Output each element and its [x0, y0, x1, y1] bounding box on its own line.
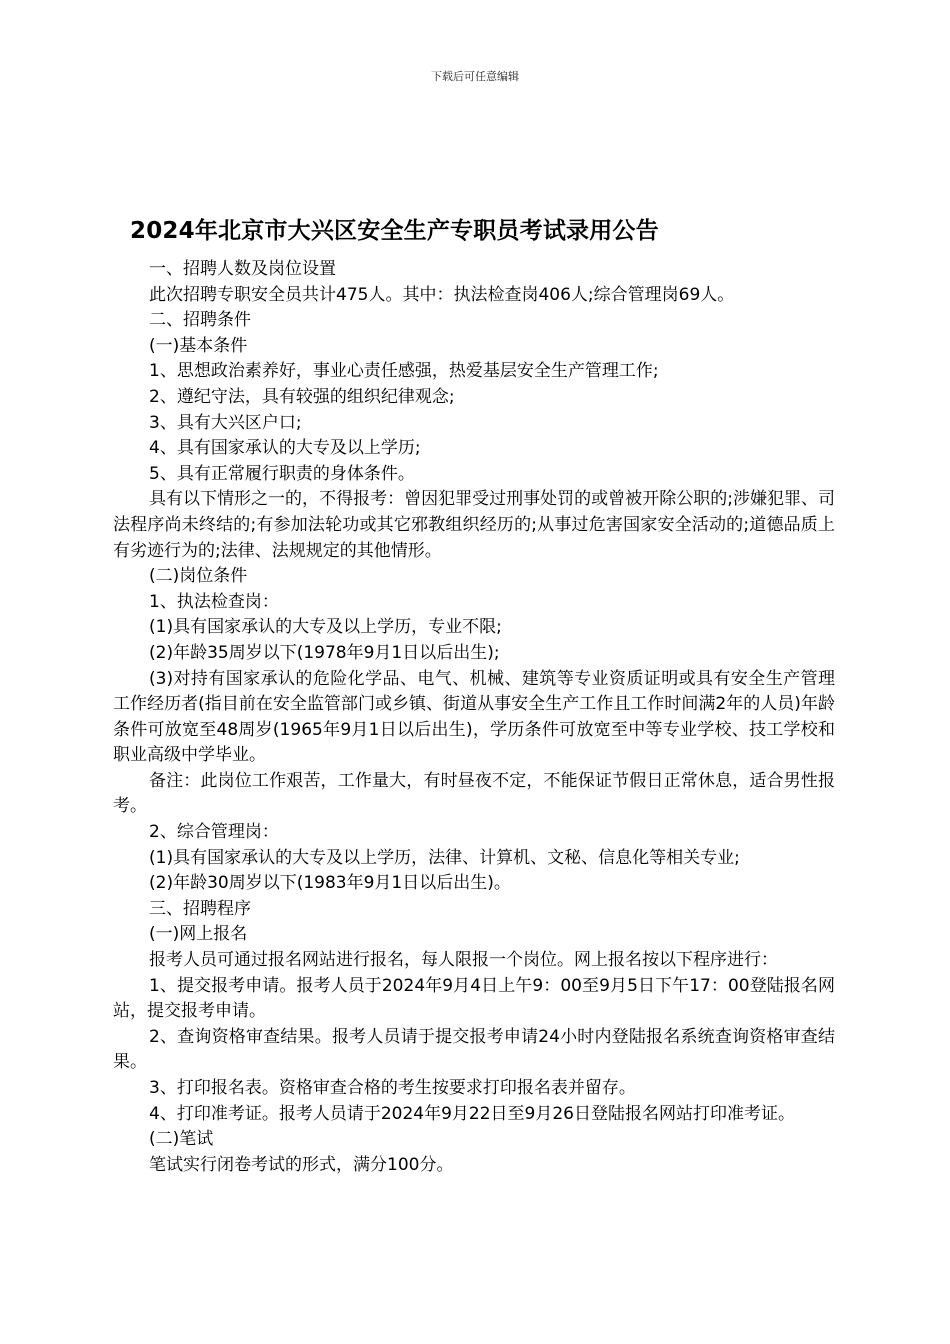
list-item-condition-5: 5、具有正常履行职责的身体条件。 [149, 463, 415, 484]
list-item-step-1: 1、提交报考申请。报考人员于2024年9月4日上午9：00至9月5日下午17：00登陆报名网站，提交报考申请。 [113, 975, 835, 1022]
subheading-written-exam: (二)笔试 [149, 1129, 214, 1150]
section-heading-recruitment-conditions: 二、招聘条件 [149, 310, 251, 331]
paragraph-written-exam: 笔试实行闭卷考试的形式，满分100分。 [149, 1154, 454, 1175]
list-item-condition-3: 3、具有大兴区户口; [149, 412, 302, 433]
subheading-basic-conditions: (一)基本条件 [149, 335, 248, 356]
list-item-management-1: (1)具有国家承认的大专及以上学历，法律、计算机、文秘、信息化等相关专业; [149, 847, 740, 868]
section-heading-procedure: 三、招聘程序 [149, 898, 251, 919]
paragraph-remark: 备注：此岗位工作艰苦，工作量大，有时昼夜不定，不能保证节假日正常休息，适合男性报考。 [113, 770, 835, 817]
section-heading-recruitment-positions: 一、招聘人数及岗位设置 [149, 259, 336, 279]
list-item-step-4: 4、打印准考证。报考人员请于2024年9月22日至9月26日登陆报名网站打印准考证。 [149, 1103, 795, 1124]
list-item-enforcement-2: (2)年龄35周岁以下(1978年9月1日以后出生); [149, 642, 500, 663]
position-heading-general-management: 2、综合管理岗： [149, 822, 279, 843]
list-item-step-3: 3、打印报名表。资格审查合格的考生按要求打印报名表并留存。 [149, 1078, 636, 1098]
page-header: 下载后可任意编辑 [431, 70, 519, 83]
list-item-step-2: 2、查询资格审查结果。报考人员请于提交报考申请24小时内登陆报名系统查询资格审查结果。 [113, 1026, 835, 1073]
position-heading-law-enforcement: 1、执法检查岗： [149, 591, 279, 612]
subheading-position-conditions: (二)岗位条件 [149, 566, 248, 587]
list-item-condition-1: 1、思想政治素养好，事业心责任感强，热爱基层安全生产管理工作; [149, 361, 659, 382]
list-item-enforcement-3: (3)对持有国家承认的危险化学品、电气、机械、建筑等专业资质证明或具有安全生产管理工作经历者(指目前在安全监管部门或乡镇、街道从事安全生产工作且工作时间满2年的人员)年龄条件可放宽至48周岁(1965年9月1日以后出生)，学历条件可放宽至中等专业学校、技工学校和职业高级中学毕业。 [113, 668, 835, 766]
list-item-condition-2: 2、遵纪守法，具有较强的组织纪律观念; [149, 386, 455, 407]
paragraph-recruitment-count: 此次招聘专职安全员共计475人。其中：执法检查岗406人;综合管理岗69人。 [149, 284, 735, 305]
subheading-online-registration: (一)网上报名 [149, 924, 248, 945]
list-item-enforcement-1: (1)具有国家承认的大专及以上学历，专业不限; [149, 617, 502, 638]
list-item-management-2: (2)年龄30周岁以下(1983年9月1日以后出生)。 [149, 873, 511, 894]
paragraph-disqualifications: 具有以下情形之一的，不得报考：曾因犯罪受过刑事处罚的或曾被开除公职的;涉嫌犯罪、司法程序尚未终结的;有参加法轮功或其它邪教组织经历的;从事过危害国家安全活动的;道德品质上有劣迹行为的;法律、法规规定的其他情形。 [113, 489, 835, 561]
document-body [113, 257, 835, 1178]
document-title: 2024年北京市大兴区安全生产专职员考试录用公告 [130, 218, 659, 244]
paragraph-registration-intro: 报考人员可通过报名网站进行报名，每人限报一个岗位。网上报名按以下程序进行： [149, 950, 778, 971]
list-item-condition-4: 4、具有国家承认的大专及以上学历; [149, 438, 421, 459]
